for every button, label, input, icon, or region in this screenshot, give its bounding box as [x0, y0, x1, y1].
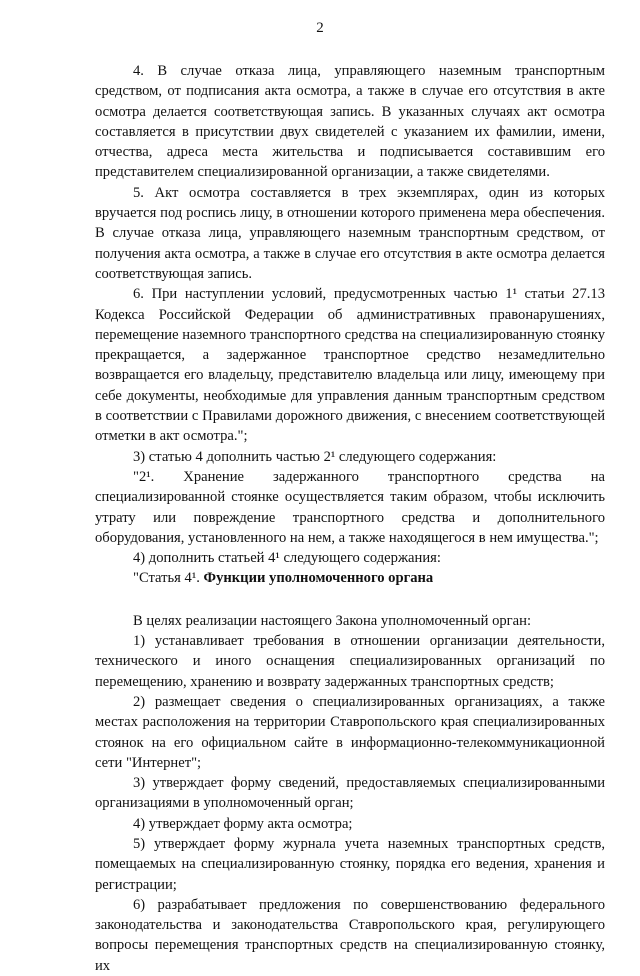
amendment-4-intro: 4) дополнить статьей 4¹ следующего содержания:	[133, 550, 441, 567]
article-heading-title: Функции уполномоченного органа	[203, 570, 434, 587]
functions-intro: В целях реализации настоящего Закона уполномоченный орган:	[133, 612, 532, 629]
article-heading	[95, 568, 605, 588]
amendment-3-intro: 3) статью 4 дополнить частью 2¹ следующего содержания:	[133, 448, 497, 465]
page-number: 2	[316, 20, 324, 36]
function-item-4: 4) утверждает форму акта осмотра;	[133, 815, 353, 832]
function-item-6: 6) разрабатывает предложения по совершенствованию федерального законодательства и законодательства Ставропольского края, регулирующего вопросы перемещения транспортных средств на специализированную стоянку, их	[95, 896, 605, 974]
amendment-3-text: "2¹. Хранение задержанного транспортного средства на специализированной стоянке осуществляется таким образом, чтобы исключить утрату или повреждение транспортного средства и дополнительного оборудования, установленного на нем, а также находящегося в нем имущества.";	[95, 468, 605, 546]
document-body	[95, 61, 605, 976]
article-heading-prefix: "Статья 4¹.	[133, 570, 200, 587]
function-item-5: 5) утверждает форму журнала учета наземных транспортных средств, помещаемых на специализированную стоянку, порядка его ведения, хранения и регистрации;	[95, 835, 605, 893]
function-item-1: 1) устанавливает требования в отношении организации деятельности, технического и иного оснащения специализированных организаций по перемещению, хранению и возврату задержанных транспортных средств;	[95, 633, 605, 690]
paragraph-6-termination: 6. При наступлении условий, предусмотренных частью 1¹ статьи 27.13 Кодекса Российской Федерации об административных правонарушениях, перемещение наземного транспортного средства на специализированную стоянку прекращается, а задержанное транспортное средство незамедлительно возвращается его владельцу, представителю владельца или лицу, имеющему при себе документы, необходимые для управления данным транспортным средством в соответствии с Правилами дорожного движения, с внесением соответствующей отметки в акт осмотра.";	[95, 286, 605, 445]
paragraph-5-inspection-act: 5. Акт осмотра составляется в трех экземплярах, один из которых вручается под роспись лицу, в отношении которого применена мера обеспечения. В случае отказа лица, управляющего наземным транспортным средством, от получения акта осмотра, а также в случае его отсутствия в акте осмотра делается соответствующая запись.	[95, 184, 605, 282]
function-item-2: 2) размещает сведения о специализированных организациях, а также местах расположения на территории Ставропольского края специализированных стоянок на его официальном сайте в информационно-телекоммуникационной сети "Интернет";	[95, 693, 605, 771]
paragraph-4-refusal: 4. В случае отказа лица, управляющего наземным транспортным средством, от подписания акта осмотра, а также в случае его отсутствия в акте осмотра делается соответствующая запись. В указанных случаях акт осмотра составляется в присутствии двух свидетелей с указанием их фамилии, имени, отчества, адреса места жительства и подписывается составившим его представителем специализированной организации, а также свидетелями.	[95, 63, 605, 181]
function-item-3: 3) утверждает форму сведений, предоставляемых специализированными организациями в уполномоченный орган;	[95, 775, 605, 812]
